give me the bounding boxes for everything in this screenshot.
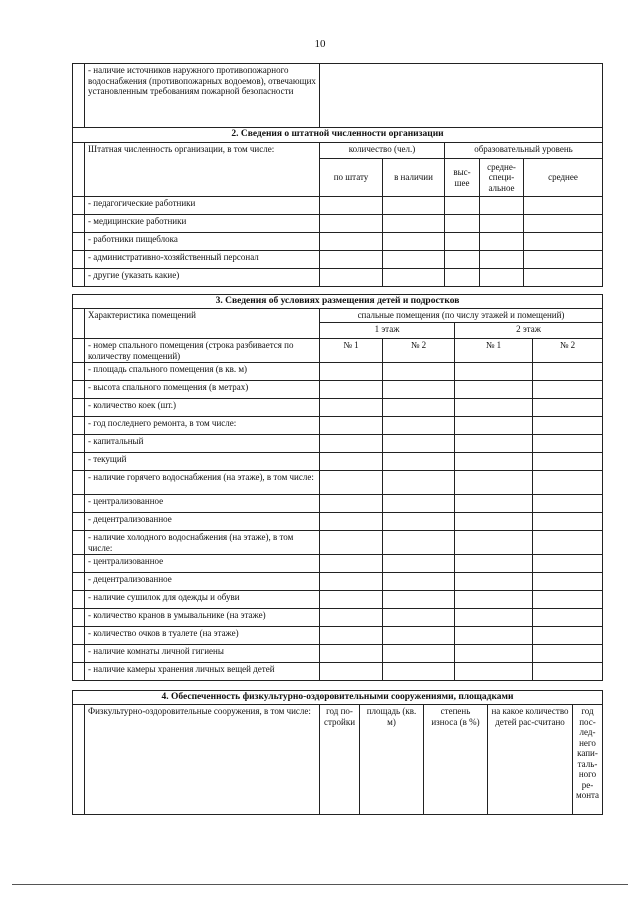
col-area: площадь (кв. м) xyxy=(360,705,424,815)
sports-table xyxy=(72,690,603,815)
col-wear: степень износа (в %) xyxy=(424,705,488,815)
section-2-title: 2. Сведения о штатной численности организации xyxy=(73,128,603,143)
edu-header: образовательный уровень xyxy=(445,143,603,159)
room-label: № 1 xyxy=(455,339,533,363)
table-row: - год последнего ремонта, в том числе: xyxy=(73,417,603,435)
rooms-header: спальные помещения (по числу этажей и помещений) xyxy=(320,309,603,323)
table-row: - децентрализованное xyxy=(73,513,603,531)
qty-header: количество (чел.) xyxy=(320,143,445,159)
col-staff: по штату xyxy=(320,159,383,197)
table-row: - административно-хозяйственный персонал xyxy=(73,251,603,269)
rooms-row-header: Характеристика помещений xyxy=(85,309,320,339)
intro-text: - наличие источников наружного противопожарного водоснабжения (противопожарных водоемов), отвечающих установленным требованиям пожарной безопасности xyxy=(85,64,320,128)
table-row: - наличие холодного водоснабжения (на этаже), в том числе: xyxy=(73,531,603,555)
table-row: - высота спального помещения (в метрах) xyxy=(73,381,603,399)
col-secondary-special: средне-специ-альное xyxy=(480,159,524,197)
floor-1: 1 этаж xyxy=(320,323,455,339)
intro-table xyxy=(72,63,603,128)
table-row: - педагогические работники xyxy=(73,197,603,215)
table-row: - медицинские работники xyxy=(73,215,603,233)
sports-row-header: Физкультурно-оздоровительные сооружения, в том числе: xyxy=(85,705,320,815)
table-row: - количество коек (шт.) xyxy=(73,399,603,417)
section-4-title: 4. Обеспеченность физкультурно-оздоровительными сооружениями, площадками xyxy=(73,691,603,705)
table-row: - работники пищеблока xyxy=(73,233,603,251)
col-higher: выс-шее xyxy=(445,159,480,197)
page-number: 10 xyxy=(314,38,326,50)
col-secondary: среднее xyxy=(524,159,603,197)
table-row: - наличие комнаты личной гигиены xyxy=(73,645,603,663)
col-construction-year: год по-стройки xyxy=(320,705,360,815)
col-capacity: на какое количество детей рас-считано xyxy=(488,705,573,815)
table-row: - капитальный xyxy=(73,435,603,453)
staff-row-header: Штатная численность организации, в том числе: xyxy=(85,143,320,197)
room-label: № 2 xyxy=(383,339,455,363)
room-label: № 2 xyxy=(533,339,603,363)
table-row: - наличие сушилок для одежды и обуви xyxy=(73,591,603,609)
table-row: - другие (указать какие) xyxy=(73,269,603,287)
page-bottom-rule xyxy=(12,884,628,885)
table-row: - количество кранов в умывальнике (на этаже) xyxy=(73,609,603,627)
col-present: в наличии xyxy=(383,159,445,197)
section-3-title: 3. Сведения об условиях размещения детей и подростков xyxy=(73,295,603,309)
table-row: - наличие камеры хранения личных вещей детей xyxy=(73,663,603,681)
col-repair-year: год пос-лед-него капи-таль-ного ре-монта xyxy=(573,705,603,815)
table-row: - централизованное xyxy=(73,555,603,573)
table-row: - наличие горячего водоснабжения (на этаже), в том числе: xyxy=(73,471,603,495)
room-label: № 1 xyxy=(320,339,383,363)
table-row: - децентрализованное xyxy=(73,573,603,591)
staff-table xyxy=(72,127,603,287)
table-row: - площадь спального помещения (в кв. м) xyxy=(73,363,603,381)
floor-2: 2 этаж xyxy=(455,323,603,339)
table-row: - текущий xyxy=(73,453,603,471)
table-row: - номер спального помещения (строка разбивается по количеству помещений) № 1 № 2 № 1 № 2 xyxy=(73,339,603,363)
table-row: - централизованное xyxy=(73,495,603,513)
table-row: - количество очков в туалете (на этаже) xyxy=(73,627,603,645)
rooms-table xyxy=(72,294,603,681)
